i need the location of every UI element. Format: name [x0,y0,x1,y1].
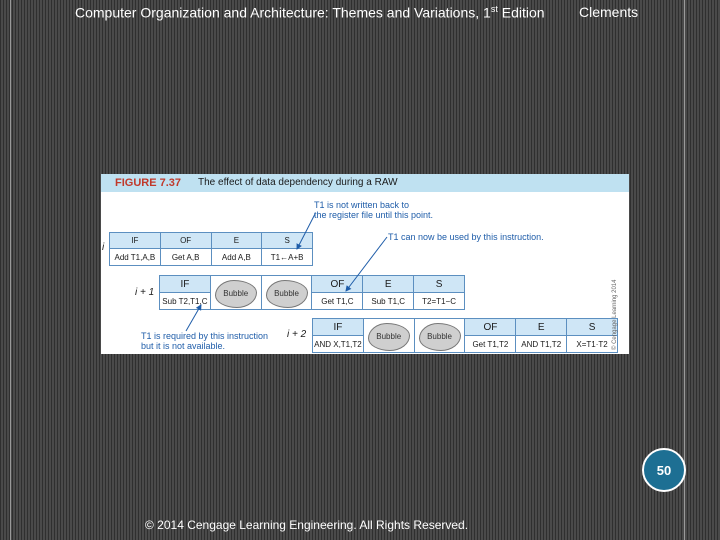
row-label-i: i [102,242,105,253]
bubble-shape: Bubble [419,323,461,351]
operation-cell: T1←A+B [262,249,313,266]
figure-credit: © Cengage Learning 2014 [612,279,618,350]
operation-cell: Get A,B [160,249,211,266]
note-writeback: T1 is not written back to the register file until this point. [314,200,434,220]
operation-cell: AND T1,T2 [516,336,567,353]
copyright-footer: © 2014 Cengage Learning Engineering. All Rights Reserved. [145,518,469,532]
slide-header-title: Computer Organization and Architecture: Themes and Variations, 1st Edition [75,4,545,21]
stage-cell: E [516,319,567,336]
bubble-shape: Bubble [266,280,308,308]
operation-cell: Sub T1,C [363,293,414,310]
operation-cell: Get T1,T2 [465,336,516,353]
figure-caption: The effect of data dependency during a RAW [198,177,398,188]
figure-number: FIGURE 7.37 [115,177,182,189]
operation-cell: Sub T2,T1,C [160,293,211,310]
stage-cell: OF [312,276,363,293]
annotation-arrows [101,174,629,354]
stage-cell: OF [160,233,211,249]
operation-cell: T2=T1−C [414,293,465,310]
note-can-use: T1 can now be used by this instruction. [388,232,544,242]
row-label-i-plus-2: i + 2 [287,329,307,340]
stage-cell: IF [160,276,211,293]
stage-cell: IF [110,233,161,249]
stage-cell: S [414,276,465,293]
stage-cell: OF [465,319,516,336]
stage-cell: S [567,319,618,336]
figure-7-37 [101,174,629,354]
stage-cell: E [363,276,414,293]
stage-cell: E [211,233,262,249]
arrow-required [186,305,201,331]
arrow-can-use [346,237,387,291]
operation-cell: Add T1,A,B [110,249,161,266]
row-label-i-plus-1: i + 1 [135,287,155,298]
operation-cell: Get T1,C [312,293,363,310]
stage-cell: IF [313,319,364,336]
bubble-shape: Bubble [215,280,257,308]
stage-cell: S [262,233,313,249]
operation-cell: Add A,B [211,249,262,266]
arrow-writeback [297,214,315,249]
operation-cell: X=T1·T2 [567,336,618,353]
operation-cell: AND X,T1,T2 [313,336,364,353]
note-required: T1 is required by this instruction but it is not available. [141,331,269,351]
page-number-badge: 50 [642,448,686,492]
bubble-shape: Bubble [368,323,410,351]
slide-header-author: Clements [579,4,639,20]
